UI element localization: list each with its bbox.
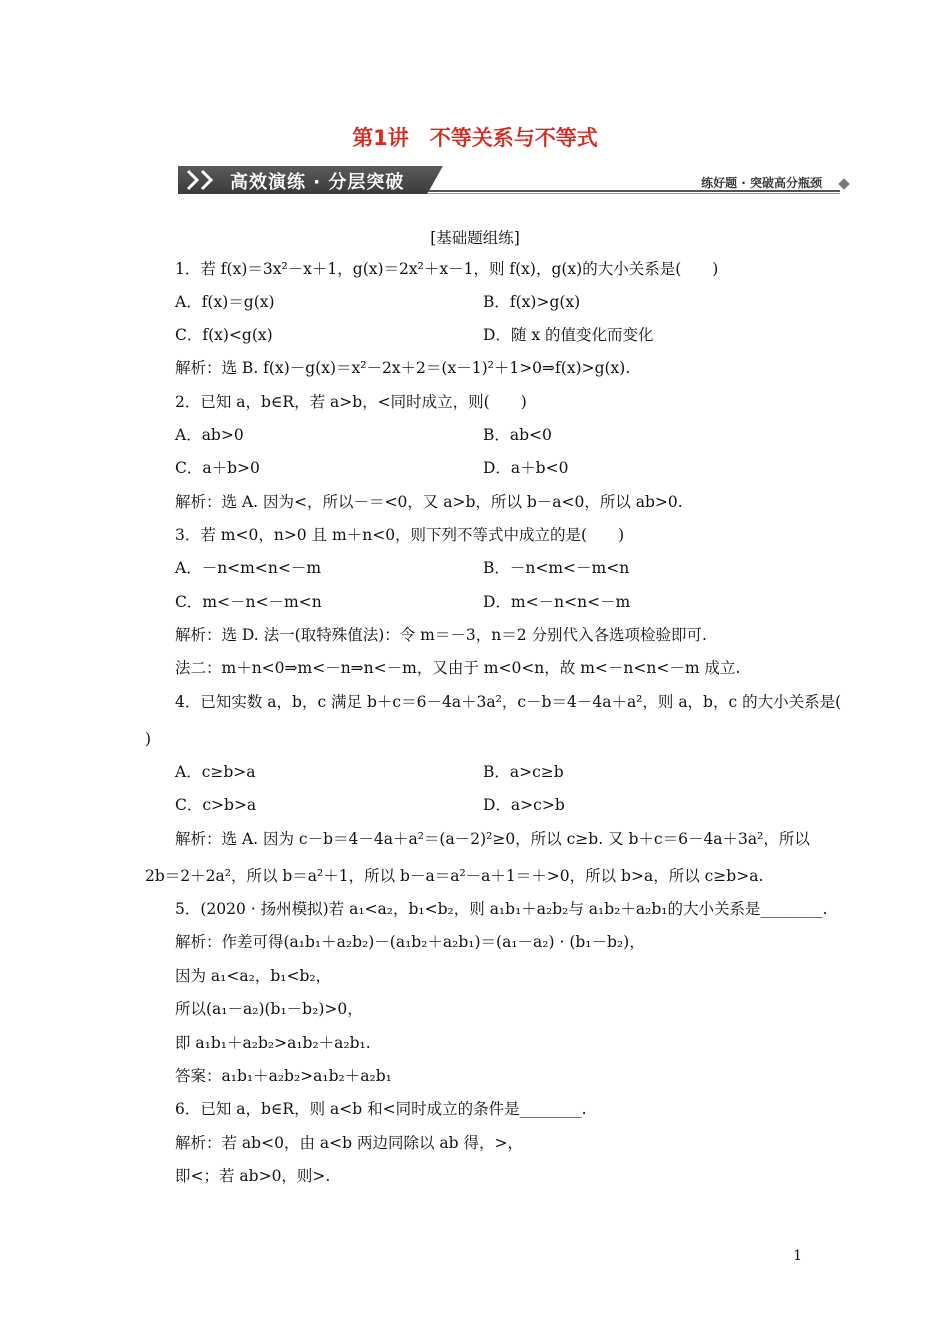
solution-5-step-2: 所以(a₁－a₂)(b₁－b₂)>0，	[175, 1000, 363, 1018]
banner-rule-thin	[428, 193, 840, 194]
option-4b: B．a>c≥b	[483, 763, 564, 781]
chevron-right-icon	[200, 169, 214, 191]
question-5: 5．(2020 · 扬州模拟)若 a₁<a₂，b₁<b₂，则 a₁b₁＋a₂b₂与 a₁b₂＋a₂b₁的大小关系是________.	[175, 900, 828, 918]
section-banner	[178, 166, 848, 196]
solution-6: 解析：若 ab<0，由 a<b 两边同除以 ab 得，>，	[175, 1134, 523, 1152]
option-1d: D．随 x 的值变化而变化	[483, 326, 654, 344]
diamond-icon	[838, 178, 849, 189]
solution-5-step-1: 因为 a₁<a₂，b₁<b₂，	[175, 967, 332, 985]
option-3b: B．－n<m<－m<n	[483, 559, 630, 577]
option-4c: C．c>b>a	[175, 796, 257, 814]
answer-5: 答案：a₁b₁＋a₂b₂>a₁b₂＋a₂b₁	[175, 1067, 392, 1085]
solution-4: 解析：选 A. 因为 c－b＝4－4a＋a²＝(a－2)²≥0，所以 c≥b. 又 b＋c＝6－4a＋3a²，所以	[175, 830, 810, 848]
solution-3-method-2: 法二：m＋n<0⇒m<－n⇒n<－m，又由于 m<0<n，故 m<－n<n<－m 成立.	[175, 659, 741, 677]
question-1: 1．若 f(x)＝3x²－x＋1，g(x)＝2x²＋x－1，则 f(x)，g(x)的大小关系是( )	[175, 260, 719, 278]
option-1a: A．f(x)＝g(x)	[175, 293, 275, 311]
chevron-right-icon	[186, 169, 200, 191]
solution-5-step-3: 即 a₁b₁＋a₂b₂>a₁b₂＋a₂b₁.	[175, 1034, 371, 1052]
banner-right-text: 练好题 · 突破高分瓶颈	[701, 176, 822, 190]
option-2a: A．ab>0	[175, 426, 244, 444]
section-heading: [基础题组练]	[430, 229, 520, 247]
option-3a: A．－n<m<n<－m	[175, 559, 322, 577]
solution-4-continued: 2b＝2＋2a²，所以 b＝a²＋1，所以 b－a＝a²－a＋1＝＋>0，所以 b>a，所以 c≥b>a.	[145, 867, 764, 885]
option-1c: C．f(x)<g(x)	[175, 326, 273, 344]
solution-2: 解析：选 A. 因为<，所以－＝<0，又 a>b，所以 b－a<0，所以 ab>0.	[175, 493, 683, 511]
solution-5: 解析：作差可得(a₁b₁＋a₂b₂)－(a₁b₂＋a₂b₁)＝(a₁－a₂) · (b₁－b₂)，	[175, 933, 645, 951]
page-title: 第1讲 不等关系与不等式	[352, 126, 598, 150]
option-3c: C．m<－n<－m<n	[175, 593, 322, 611]
option-4a: A．c≥b>a	[175, 763, 256, 781]
option-2c: C．a＋b>0	[175, 459, 260, 477]
option-2d: D．a＋b<0	[483, 459, 569, 477]
solution-6-continued: 即<；若 ab>0，则>.	[175, 1167, 331, 1185]
option-2b: B．ab<0	[483, 426, 552, 444]
solution-3: 解析：选 D. 法一(取特殊值法)：令 m＝－3，n＝2 分别代入各选项检验即可.	[175, 626, 707, 644]
option-1b: B．f(x)>g(x)	[483, 293, 581, 311]
banner-left-text: 高效演练 · 分层突破	[230, 172, 405, 193]
page-number: 1	[793, 1248, 802, 1264]
question-4-continued: )	[145, 730, 152, 748]
question-4: 4．已知实数 a，b，c 满足 b＋c＝6－4a＋3a²，c－b＝4－4a＋a²，则 a，b，c 的大小关系是(	[175, 693, 842, 711]
question-2: 2．已知 a，b∈R，若 a>b，<同时成立，则( )	[175, 393, 527, 411]
question-6: 6．已知 a，b∈R，则 a<b 和<同时成立的条件是________.	[175, 1100, 587, 1118]
question-3: 3．若 m<0，n>0 且 m＋n<0，则下列不等式中成立的是( )	[175, 526, 625, 544]
option-4d: D．a>c>b	[483, 796, 565, 814]
option-3d: D．m<－n<n<－m	[483, 593, 631, 611]
solution-1: 解析：选 B. f(x)－g(x)＝x²－2x＋2＝(x－1)²＋1>0⇒f(x)>g(x).	[175, 359, 631, 377]
